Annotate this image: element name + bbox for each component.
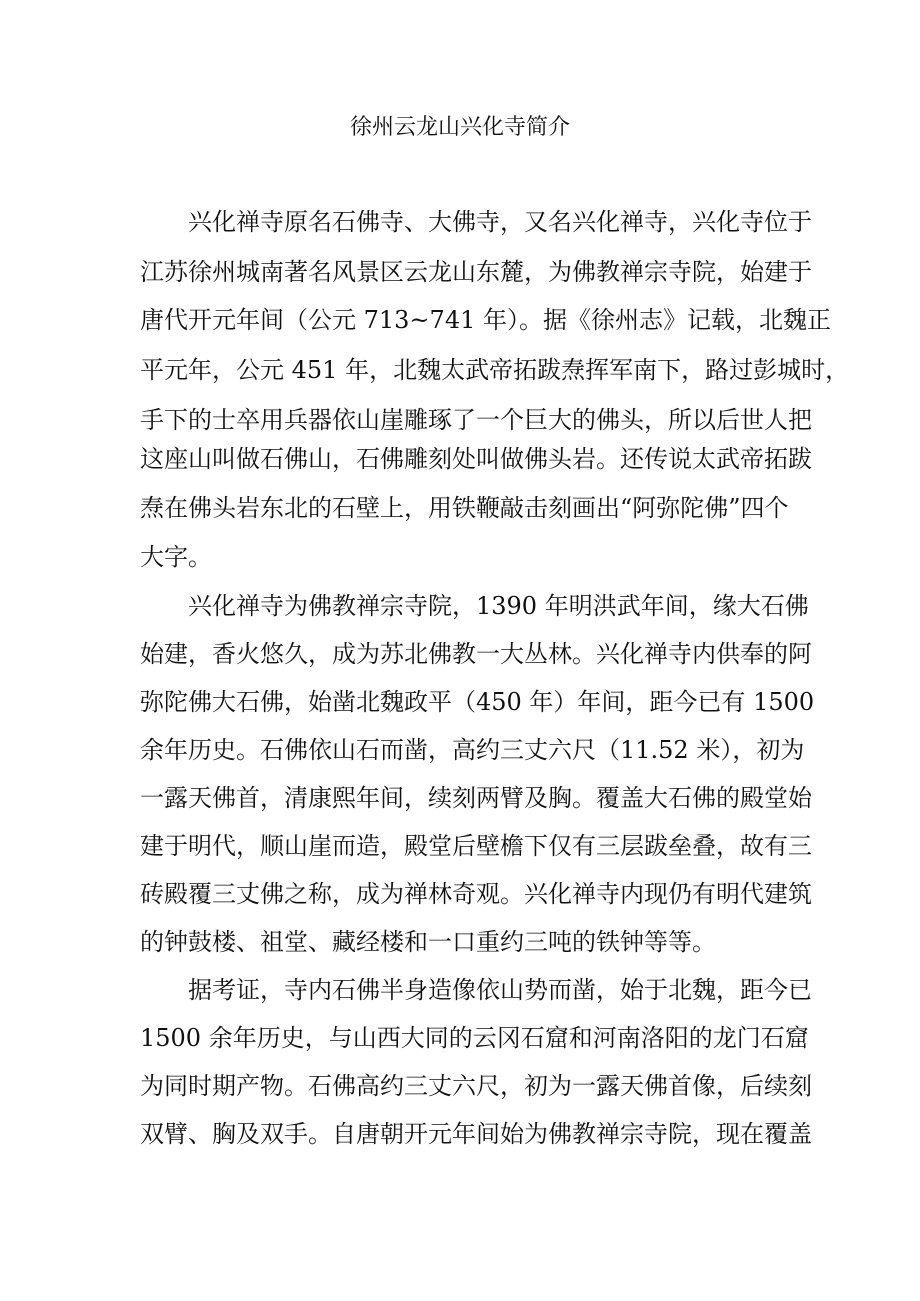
paragraph-1-line-5: 手下的士卒用兵器依山崖雕琢了一个巨大的佛头，所以后世人把 <box>140 406 812 434</box>
paragraph-1-line-7: 焘在佛头岩东北的石壁上，用铁鞭敲击刻画出“阿弥陀佛”四个 <box>140 494 789 522</box>
paragraph-1-line-2: 江苏徐州城南著名风景区云龙山东麓，为佛教禅宗寺院，始建于 <box>140 258 812 286</box>
paragraph-2-line-1: 兴化禅寺为佛教禅宗寺院，1390 年明洪武年间，缘大石佛 <box>188 592 809 620</box>
paragraph-2-line-2: 始建，香火悠久，成为苏北佛教一大丛林。兴化禅寺内供奉的阿 <box>140 640 812 668</box>
document-title: 徐州云龙山兴化寺简介 <box>349 115 570 140</box>
paragraph-2-line-6: 建于明代，顺山崖而造，殿堂后壁檐下仅有三层跋垒叠，故有三 <box>140 832 812 860</box>
paragraph-1-line-3: 唐代开元年间（公元 713~741 年）。据《徐州志》记载，北魏正 <box>140 306 831 334</box>
paragraph-1-line-6: 这座山叫做石佛山，石佛雕刻处叫做佛头岩。还传说太武帝拓跋 <box>140 445 812 473</box>
paragraph-2-line-8: 的钟鼓楼、祖堂、藏经楼和一口重约三吨的铁钟等等。 <box>140 928 716 956</box>
paragraph-2-line-4: 余年历史。石佛依山石而凿，高约三丈六尺（11.52 米），初为 <box>140 736 805 764</box>
paragraph-2-line-3: 弥陀佛大石佛，始凿北魏政平（450 年）年间，距今已有 1500 <box>140 688 815 716</box>
paragraph-1-line-1: 兴化禅寺原名石佛寺、大佛寺，又名兴化禅寺，兴化寺位于 <box>188 208 812 236</box>
paragraph-1-line-8: 大字。 <box>140 543 212 571</box>
paragraph-3-line-3: 为同时期产物。石佛高约三丈六尺，初为一露天佛首像，后续刻 <box>140 1072 812 1100</box>
paragraph-3-line-4: 双臂、胸及双手。自唐朝开元年间始为佛教禅宗寺院，现在覆盖 <box>140 1120 812 1148</box>
paragraph-3-line-1: 据考证，寺内石佛半身造像依山势而凿，始于北魏，距今已 <box>188 976 812 1004</box>
paragraph-1-line-4: 平元年，公元 451 年，北魏太武帝拓跋焘挥军南下，路过彭城时， <box>140 356 850 384</box>
paragraph-2-line-5: 一露天佛首，清康熙年间，续刻两臂及胸。覆盖大石佛的殿堂始 <box>140 784 812 812</box>
paragraph-2-line-7: 砖殿覆三丈佛之称，成为禅林奇观。兴化禅寺内现仍有明代建筑 <box>140 880 812 908</box>
paragraph-3-line-2: 1500 余年历史，与山西大同的云冈石窟和河南洛阳的龙门石窟 <box>140 1024 809 1052</box>
